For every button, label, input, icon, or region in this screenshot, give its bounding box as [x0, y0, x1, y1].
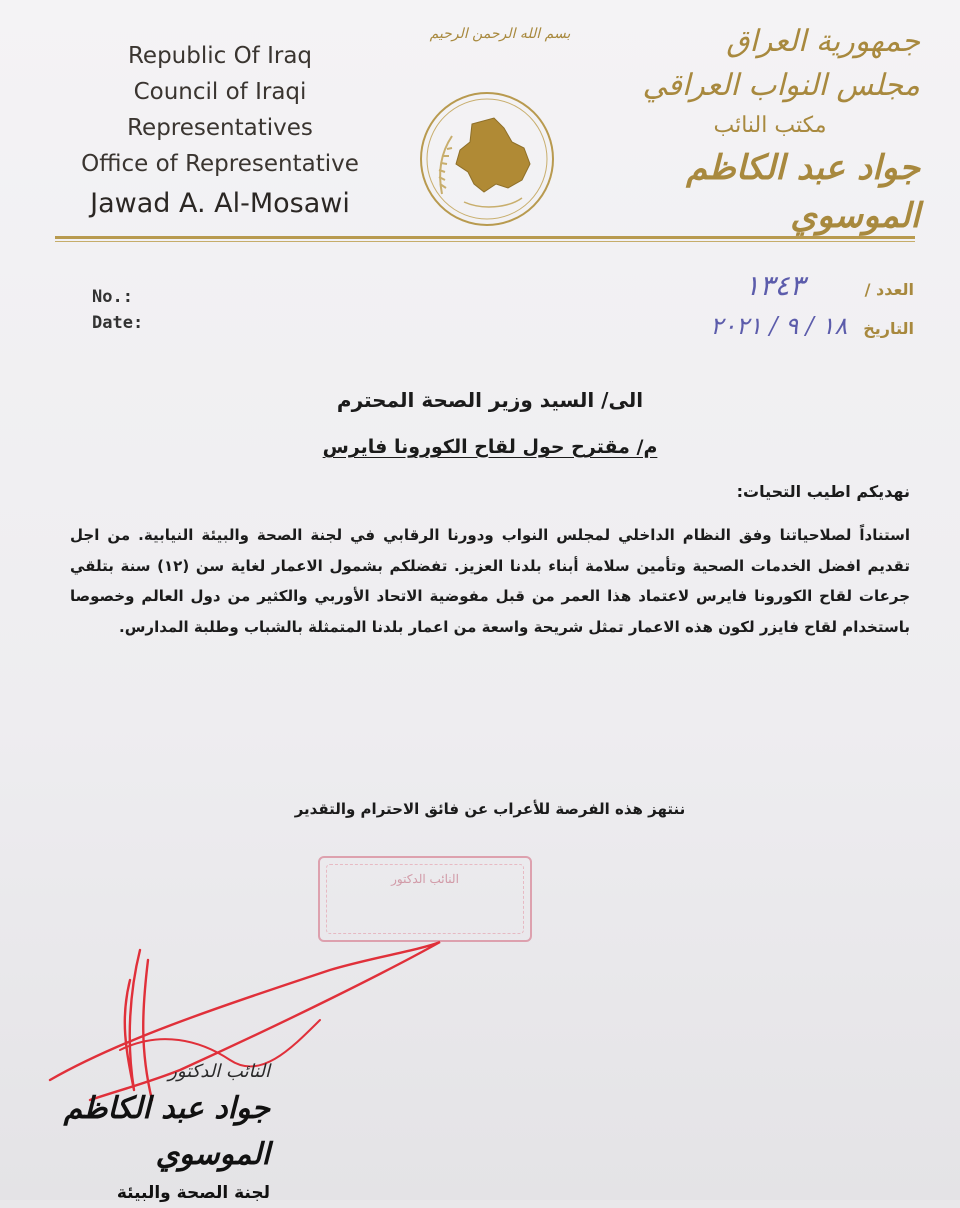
arabic-letterhead [620, 20, 920, 240]
number-label-ar: العدد / [864, 280, 914, 299]
representative-name-ar: جواد عبد الكاظم الموسوي [686, 148, 920, 236]
council-name-en: Council of Iraqi Representatives [127, 79, 313, 141]
letter-date: ١٨ / ٩ / ٢٠٢١ [710, 312, 848, 340]
representative-name-en: Jawad A. Al-Mosawi [90, 188, 350, 219]
office-name-ar: مكتب النائب [713, 113, 827, 138]
date-label-ar: التاريخ [863, 319, 914, 338]
council-name-ar: مجلس النواب العراقي [642, 68, 920, 103]
letter-body: استناداً لصلاحياتنا وفق النظام الداخلي لمجلس النواب ودورنا الرقابي في لجنة الصحة والبيئة النيابية. من اجل تقديم افضل الخدمات الصحية وتأمين سلامة أبناء بلدنا العزيز. تفضلكم بشمول الاعمار لغاية سن (١٢) سنة بتلقي جرعات لقاح الكورونا فايرس لاعتماد هذا العمر من قبل مفوضية الاتحاد الأوربي والكثير من دول العالم وخصوصا باستخدام لقاح فايزر لكون هذه الاعمار تمثل شريحة واسعة من اعمار بلدنا المتمثلة بالشباب وطلبة المدارس. [70, 526, 910, 636]
number-row [574, 268, 914, 308]
subject-line [70, 436, 910, 458]
letter-number: ١٣٤٣ [744, 269, 805, 302]
date-label-en: Date: [92, 313, 144, 333]
stamp-text: النائب الدكتور [391, 872, 459, 886]
signatory-title: النائب الدكتور [168, 1061, 270, 1082]
reference-labels-en [92, 284, 143, 336]
header-divider [55, 236, 915, 239]
date-row [574, 308, 914, 347]
iraq-map-emblem-icon [412, 84, 562, 234]
greeting: نهديكم اطيب التحيات: [736, 482, 910, 501]
number-label-en: No.: [92, 287, 133, 307]
signature-block [30, 1058, 270, 1208]
country-name-en: Republic Of Iraq [127, 43, 313, 69]
closing-line: ننتهز هذه الفرصة للأعراب عن فائق الاحترام والتقدير [294, 800, 686, 818]
header-divider-thin [55, 241, 915, 242]
english-letterhead [50, 38, 390, 219]
basmala: بسم الله الرحمن الرحيم [429, 26, 571, 42]
addressee: الى/ السيد وزير الصحة المحترم [336, 388, 644, 412]
signatory-committee: لجنة الصحة والبيئة [116, 1183, 270, 1203]
country-name-ar: جمهورية العراق [726, 24, 920, 59]
reference-fields-ar [574, 268, 914, 347]
subject-text: م/ مقترح حول لقاح الكورونا فايرس [322, 436, 658, 458]
office-name-en: Office of Representative [81, 151, 359, 177]
signatory-name: جواد عبد الكاظم الموسوي [63, 1091, 270, 1172]
